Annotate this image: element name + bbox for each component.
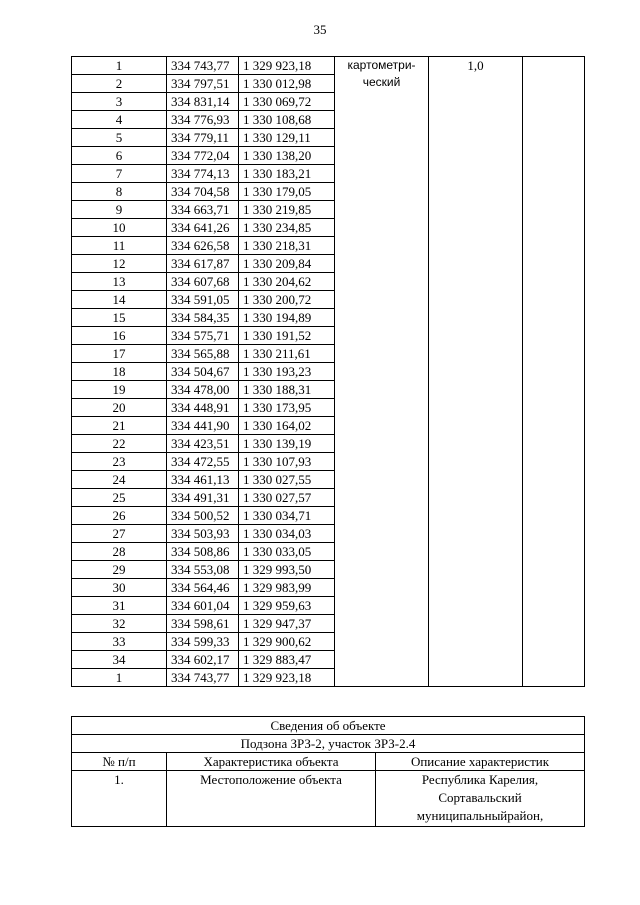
coordinate-x: 334 663,71 — [167, 201, 239, 219]
coordinate-y: 1 330 138,20 — [239, 147, 335, 165]
coordinate-x: 334 797,51 — [167, 75, 239, 93]
coordinate-y: 1 329 923,18 — [239, 57, 335, 75]
coordinate-y: 1 330 194,89 — [239, 309, 335, 327]
coordinate-x: 334 565,88 — [167, 345, 239, 363]
coordinate-x: 334 776,93 — [167, 111, 239, 129]
coordinate-x: 334 491,31 — [167, 489, 239, 507]
point-number: 7 — [72, 165, 167, 183]
point-number: 31 — [72, 597, 167, 615]
coordinate-y: 1 330 033,05 — [239, 543, 335, 561]
point-number: 23 — [72, 453, 167, 471]
coordinate-y: 1 330 234,85 — [239, 219, 335, 237]
coordinate-x: 334 599,33 — [167, 633, 239, 651]
point-number: 9 — [72, 201, 167, 219]
coordinate-y: 1 329 983,99 — [239, 579, 335, 597]
coordinate-y: 1 330 034,71 — [239, 507, 335, 525]
coordinate-x: 334 617,87 — [167, 255, 239, 273]
point-number: 22 — [72, 435, 167, 453]
row-description — [376, 771, 585, 827]
point-number: 12 — [72, 255, 167, 273]
coordinate-x: 334 626,58 — [167, 237, 239, 255]
coordinate-x: 334 602,17 — [167, 651, 239, 669]
coordinate-x: 334 575,71 — [167, 327, 239, 345]
coordinate-y: 1 329 993,50 — [239, 561, 335, 579]
point-number: 4 — [72, 111, 167, 129]
coordinate-y: 1 330 211,61 — [239, 345, 335, 363]
coordinate-y: 1 329 923,18 — [239, 669, 335, 687]
coordinate-y: 1 330 188,31 — [239, 381, 335, 399]
point-number: 30 — [72, 579, 167, 597]
header-description: Описание характеристик — [376, 753, 585, 771]
coordinate-y: 1 330 069,72 — [239, 93, 335, 111]
point-number: 19 — [72, 381, 167, 399]
row-number: 1. — [72, 771, 167, 827]
point-number: 8 — [72, 183, 167, 201]
coordinate-y: 1 330 183,21 — [239, 165, 335, 183]
point-number: 14 — [72, 291, 167, 309]
coordinate-y: 1 330 027,57 — [239, 489, 335, 507]
coordinate-y: 1 330 219,85 — [239, 201, 335, 219]
coordinate-x: 334 472,55 — [167, 453, 239, 471]
coordinate-x: 334 704,58 — [167, 183, 239, 201]
coordinate-y: 1 330 012,98 — [239, 75, 335, 93]
point-number: 28 — [72, 543, 167, 561]
coordinate-x: 334 441,90 — [167, 417, 239, 435]
point-number: 18 — [72, 363, 167, 381]
coordinate-y: 1 330 209,84 — [239, 255, 335, 273]
coordinate-x: 334 423,51 — [167, 435, 239, 453]
point-number: 27 — [72, 525, 167, 543]
method-line: ческий — [362, 75, 401, 89]
method-line: картометри- — [347, 58, 416, 72]
coordinate-x: 334 743,77 — [167, 57, 239, 75]
coordinate-x: 334 584,35 — [167, 309, 239, 327]
coordinate-x: 334 831,14 — [167, 93, 239, 111]
page-number: 35 — [313, 22, 327, 37]
point-number: 26 — [72, 507, 167, 525]
coordinate-y: 1 330 200,72 — [239, 291, 335, 309]
coordinate-y: 1 330 191,52 — [239, 327, 335, 345]
empty-description-cell — [523, 57, 585, 687]
coordinate-y: 1 330 164,02 — [239, 417, 335, 435]
point-number: 32 — [72, 615, 167, 633]
coordinate-y: 1 330 139,19 — [239, 435, 335, 453]
description-line: Республика Карелия, — [421, 772, 539, 787]
coordinate-y: 1 329 959,63 — [239, 597, 335, 615]
accuracy-cell: 1,0 — [429, 57, 523, 687]
coordinate-y: 1 330 173,95 — [239, 399, 335, 417]
coordinate-y: 1 330 179,05 — [239, 183, 335, 201]
description-line: муниципальныйрайон, — [416, 808, 544, 823]
info-subtitle: Подзона ЗРЗ-2, участок ЗРЗ-2.4 — [72, 735, 585, 753]
coordinate-y: 1 329 883,47 — [239, 651, 335, 669]
point-number: 13 — [72, 273, 167, 291]
coordinate-x: 334 503,93 — [167, 525, 239, 543]
header-number: № п/п — [72, 753, 167, 771]
point-number: 5 — [72, 129, 167, 147]
coordinate-y: 1 330 027,55 — [239, 471, 335, 489]
coordinate-x: 334 598,61 — [167, 615, 239, 633]
coordinate-y: 1 330 034,03 — [239, 525, 335, 543]
coordinate-y: 1 330 129,11 — [239, 129, 335, 147]
coordinate-y: 1 330 107,93 — [239, 453, 335, 471]
coordinate-y: 1 329 947,37 — [239, 615, 335, 633]
coordinate-y: 1 330 193,23 — [239, 363, 335, 381]
point-number: 6 — [72, 147, 167, 165]
point-number: 11 — [72, 237, 167, 255]
coordinate-x: 334 779,11 — [167, 129, 239, 147]
point-number: 2 — [72, 75, 167, 93]
point-number: 10 — [72, 219, 167, 237]
coordinate-x: 334 641,26 — [167, 219, 239, 237]
coordinate-x: 334 743,77 — [167, 669, 239, 687]
coordinate-x: 334 504,67 — [167, 363, 239, 381]
point-number: 15 — [72, 309, 167, 327]
point-number: 1 — [72, 57, 167, 75]
coordinate-x: 334 500,52 — [167, 507, 239, 525]
coordinate-x: 334 553,08 — [167, 561, 239, 579]
header-characteristic: Характеристика объекта — [167, 753, 376, 771]
method-cell — [335, 57, 429, 687]
point-number: 1 — [72, 669, 167, 687]
coordinate-x: 334 478,00 — [167, 381, 239, 399]
point-number: 29 — [72, 561, 167, 579]
coordinate-x: 334 564,46 — [167, 579, 239, 597]
coordinate-y: 1 330 108,68 — [239, 111, 335, 129]
coordinate-x: 334 607,68 — [167, 273, 239, 291]
coordinate-y: 1 330 204,62 — [239, 273, 335, 291]
point-number: 24 — [72, 471, 167, 489]
point-number: 20 — [72, 399, 167, 417]
point-number: 25 — [72, 489, 167, 507]
coordinates-table — [71, 56, 585, 687]
point-number: 33 — [72, 633, 167, 651]
coordinate-x: 334 508,86 — [167, 543, 239, 561]
point-number: 21 — [72, 417, 167, 435]
object-info-table — [71, 716, 585, 827]
coordinate-y: 1 329 900,62 — [239, 633, 335, 651]
info-title: Сведения об объекте — [72, 717, 585, 735]
coordinate-y: 1 330 218,31 — [239, 237, 335, 255]
coordinate-x: 334 772,04 — [167, 147, 239, 165]
description-line: Сортавальский — [438, 790, 522, 805]
point-number: 34 — [72, 651, 167, 669]
point-number: 3 — [72, 93, 167, 111]
row-characteristic: Местоположение объекта — [167, 771, 376, 827]
coordinate-x: 334 591,05 — [167, 291, 239, 309]
point-number: 17 — [72, 345, 167, 363]
coordinate-x: 334 448,91 — [167, 399, 239, 417]
coordinate-x: 334 461,13 — [167, 471, 239, 489]
point-number: 16 — [72, 327, 167, 345]
coordinate-row — [72, 57, 585, 75]
coordinate-x: 334 601,04 — [167, 597, 239, 615]
coordinate-x: 334 774,13 — [167, 165, 239, 183]
